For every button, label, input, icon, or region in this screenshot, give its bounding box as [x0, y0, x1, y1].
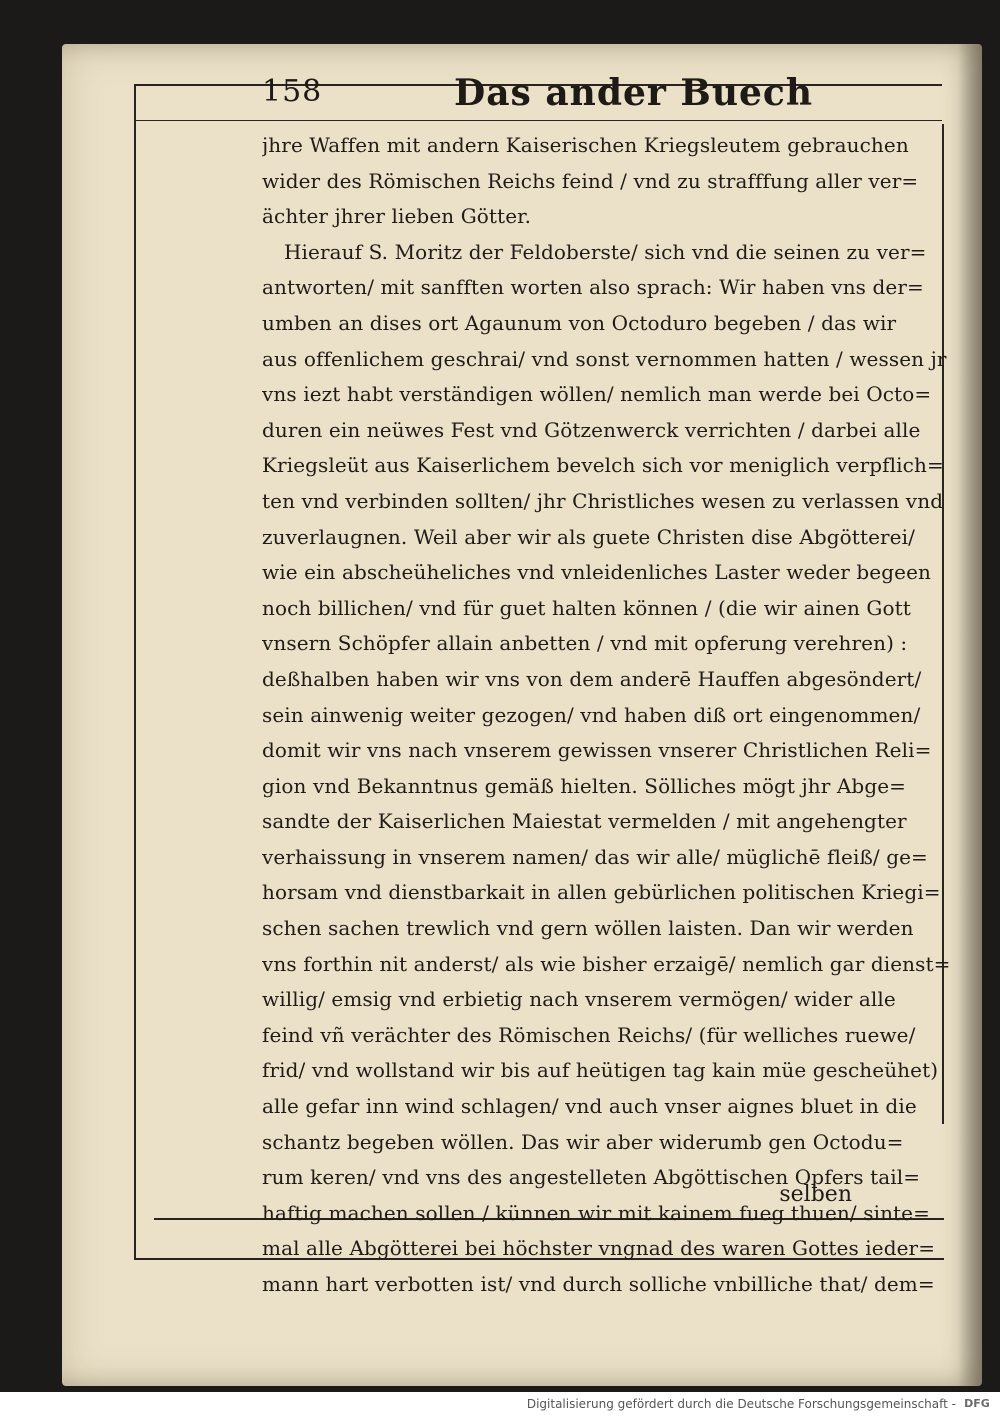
- text-line: gion vnd Bekanntnus gemäß hielten. Sölliches mögt jhr Abge=: [262, 773, 907, 798]
- text-line: mal alle Abgötterei bei höchster vngnad des waren Gottes ieder=: [262, 1236, 936, 1261]
- text-line: umben an dises ort Agaunum von Octoduro begeben / das wir: [262, 310, 897, 335]
- text-line: wie ein abscheüheliches vnd vnleidenliches Laster weder begeen: [262, 560, 931, 585]
- text-line: vnsern Schöpfer allain anbetten / vnd mit opferung verehren) :: [262, 631, 908, 656]
- page-number: 158: [262, 74, 323, 109]
- text-line: willig/ emsig vnd erbietig nach vnserem vermögen/ wider alle: [262, 987, 896, 1012]
- text-line: noch billichen/ vnd für guet halten können / (die wir ainen Gott: [262, 595, 911, 620]
- text-line: horsam vnd dienstbarkait in allen gebürlichen politischen Kriegi=: [262, 880, 941, 905]
- funding-credit: Digitalisierung gefördert durch die Deutsche Forschungsgemeinschaft -: [526, 1397, 956, 1411]
- text-line: sein ainwenig weiter gezogen/ vnd haben diß ort eingenommen/: [262, 702, 921, 727]
- text-line: vns iezt habt verständigen wöllen/ nemlich man werde bei Octo=: [262, 382, 932, 407]
- text-line: feind vñ verächter des Römischen Reichs/ (für welliches ruewe/: [262, 1022, 916, 1047]
- footer-bar: [0, 1392, 1000, 1417]
- dfg-logo-icon: DFG: [964, 1397, 990, 1410]
- text-line: jhre Waffen mit andern Kaiserischen Kriegsleutem gebrauchen: [262, 133, 909, 157]
- text-line: mann hart verbotten ist/ vnd durch solliche vnbilliche that/ dem=: [262, 1272, 935, 1296]
- text-line: deßhalben haben wir vns von dem anderē Hauffen abgesöndert/: [262, 666, 922, 691]
- text-line: wider des Römischen Reichs feind / vnd zu strafffung aller ver=: [262, 168, 919, 193]
- text-line: domit wir vns nach vnserem gewissen vnserer Christlichen Reli=: [262, 738, 932, 763]
- running-head: Das ander Buech: [454, 72, 814, 114]
- body-text: [262, 128, 952, 1303]
- text-line: duren ein neüwes Fest vnd Götzenwerck verrichten / darbei alle: [262, 417, 921, 442]
- text-line: ächter jhrer lieben Götter.: [262, 204, 532, 229]
- page-content: [62, 44, 982, 1386]
- text-line: vns forthin nit anderst/ als wie bisher erzaigē/ nemlich gar dienst=: [262, 951, 951, 976]
- text-line: Hierauf S. Moritz der Feldoberste/ sich vnd die seinen zu ver=: [284, 239, 927, 264]
- catchword: selben: [779, 1182, 852, 1207]
- text-line: alle gefar inn wind schlagen/ vnd auch vnser aignes bluet in die: [262, 1094, 917, 1119]
- text-line: haftig machen sollen / künnen wir mit kainem fueg thuen/ sinte=: [262, 1200, 930, 1225]
- page-header: [262, 74, 942, 118]
- text-line: rum keren/ vnd vns des angestelleten Abgöttischen Opfers tail=: [262, 1165, 921, 1190]
- text-line: Kriegsleüt aus Kaiserlichem bevelch sich vor meniglich verpflich=: [262, 453, 944, 478]
- text-line: verhaissung in vnserem namen/ das wir alle/ müglichē fleiß/ ge=: [262, 844, 928, 869]
- text-line: antworten/ mit sanfften worten also sprach: Wir haben vns der=: [262, 275, 924, 300]
- text-line: ten vnd verbinden sollten/ jhr Christliches wesen zu verlassen vnd: [262, 488, 944, 513]
- text-line: schen sachen trewlich vnd gern wöllen laisten. Dan wir werden: [262, 916, 914, 941]
- text-line: frid/ vnd wollstand wir bis auf heütigen tag kain müe gescheühet): [262, 1058, 939, 1083]
- text-line: schantz begeben wöllen. Das wir aber widerumb gen Octodu=: [262, 1129, 904, 1154]
- text-line: aus offenlichem geschrai/ vnd sonst vernommen hatten / wessen jr: [262, 346, 947, 371]
- text-line: sandte der Kaiserlichen Maiestat vermelden / mit angehengter: [262, 809, 907, 834]
- text-line: zuverlaugnen. Weil aber wir als guete Christen dise Abgötterei/: [262, 524, 915, 549]
